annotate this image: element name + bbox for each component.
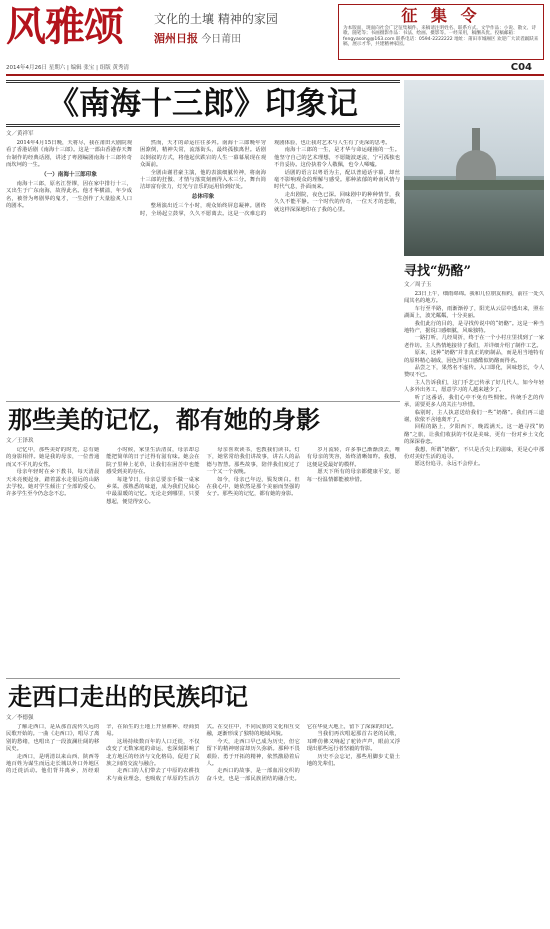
photo-water: [404, 190, 544, 256]
article-body-paragraph: 2014年4月15日晚，天将尽，我在莆田大剧院观看了香港话剧《南海十三郎》。这是一部由香港春天舞台制作的经典话剧，讲述了粤剧编剧南海十三郎传奇而坎坷的一生。: [6, 140, 132, 169]
sidebar-body-paragraph: 23日上午，细雨绵绵。我和几位朋友相约，前往一处久闻其名的地方。: [404, 291, 544, 305]
sidebar-photo: [404, 80, 544, 256]
masthead-sub-prefix: 湄州日报: [154, 32, 198, 45]
article-body-paragraph: 岁月流转，许多事已渐渐淡去，唯有母亲的笑容，始终清晰如昨。我想，这便是爱最好的模样。: [306, 447, 400, 468]
article-headline: 《南海十三郎》印象记: [48, 86, 358, 122]
article: [6, 405, 400, 673]
headline-box: [6, 80, 400, 127]
article-body-paragraph: 愿天下所有的母亲都健康平安，愿每一份温情都能被珍惜。: [306, 469, 400, 483]
article-body-paragraph: 走西口，是明清以来山西、陕西等地百姓为谋生而远走长城以外口外地区的迁徙活动。他们背井离乡，历经艰辛，在陌生的土地上开垦耕种、经商贸易。: [6, 724, 200, 775]
sidebar-body-paragraph: 原来，这种“奶酪”并非真正的奶制品，而是用当地特有的原料精心制成，因色泽与口感酷似奶酪而得名。: [404, 350, 544, 364]
article-subhead: （一）南海十三郎印象: [41, 171, 97, 178]
article-body-paragraph: 走出剧院，夜色已深。回味剧中的种种情节，我久久不能平静。一个时代的传奇，一位天才的悲歌，就这样深深地印在了我的心里。: [274, 191, 400, 213]
article: [6, 682, 400, 929]
notice-title: 征 集 令: [401, 6, 481, 25]
sidebar-headline: 寻找“奶酪”: [404, 264, 471, 279]
article-body-paragraph: 话剧的语言以粤语为主，配以普通话字幕，却丝毫不影响观众的理解与感受。那种浓郁的岭南风情与时代气息，扑面而来。: [274, 169, 400, 191]
article-body-paragraph: 整场演出近三个小时，观众始终屏息凝神。剧终时，全场起立鼓掌，久久不愿离去。这是一次难忘的观剧体验，也让我对艺术与人生有了更深的思考。: [140, 140, 391, 217]
section-divider: [6, 678, 400, 679]
article-body-paragraph: 了解走西口，是从那首流传久远的民歌开始的。一曲《走西口》，唱尽了离别的愁绪，也唱出了一段波澜壮阔的移民史。: [6, 724, 100, 753]
sidebar-body-paragraph: 听了这番话，我们心中不免有些惆怅。传统手艺的传承，需要更多人的关注与珍惜。: [404, 394, 544, 409]
sidebar-body-paragraph: 临别时，主人执意送给我们一些“奶酪”。我们再三道谢，依依不舍地离开了。: [404, 409, 544, 423]
main-column: [6, 80, 400, 925]
sidebar-column: [404, 80, 544, 925]
dateline-text: 2014年4月26日 星期六 | 编辑 张宝 | 组版 黄秀清: [6, 65, 129, 71]
photo-dome: [456, 150, 496, 184]
sidebar-body-paragraph: 品尝之下，果然名不虚传。入口即化，回味悠长，令人赞叹不已。: [404, 365, 544, 379]
page-number: C04: [510, 62, 532, 73]
sidebar-byline: 文／周子玉: [404, 282, 432, 288]
masthead-subline: [154, 30, 241, 46]
article-body: [6, 140, 400, 395]
article-body-paragraph: 小时候，家里生活清贫，母亲却总能把简单的日子过得有滋有味。她会在院子里种上花草，让我们在困苦中也能感受到美的存在。: [106, 447, 200, 476]
dateline: [6, 63, 544, 76]
section-divider: [6, 401, 400, 402]
article-headline: 走西口走出的民族印记: [8, 682, 248, 711]
notice-body: 为本版面，现面向社会广泛征集稿件。来稿请注明姓名、联系方式。文学作品：小说、散文、诗歌、随笔等；书画摄影作品：书法、绘画、摄影等。一经采用，稿酬从优。投稿邮箱：fengyasong@163.com 联系电话：0594-2222222 地址：莆田市城厢区 欢迎广大读者踊跃来稿，展示才华，共建精神家园。: [343, 26, 539, 48]
masthead-tagline: 文化的土壤 精神的家园: [154, 12, 278, 26]
article-body: [6, 447, 400, 669]
article-body-paragraph: 当我们再次唱起那首古老的民歌，耳畔仿佛又响起了驼铃声声，眼前又浮现出那些远行者坚毅的背影。: [306, 731, 400, 753]
article-body-paragraph: 南海十三郎的一生，是才华与命运碰撞的一生。他坚守自己的艺术理想，不愿随波逐流，宁可孤独也不肯妥协。这份执着令人敬佩，也令人唏嘘。: [274, 147, 400, 169]
article-byline: 文／黄祥军: [6, 131, 34, 137]
article-byline: 文／王泽玖: [6, 438, 34, 444]
article: [6, 80, 400, 396]
article-byline: 文／李德强: [6, 715, 34, 721]
sidebar-body-paragraph: 回程的路上，夕阳西下，晚霞满天。这一趟寻找“奶酪”之旅，让我们收获的不仅是美味，更有一份对乡土文化的深深眷恋。: [404, 424, 544, 446]
article-body-paragraph: 走西口的故事，是一部血泪交织的奋斗史，也是一部民族团结的融合史。它在华夏大地上，留下了深深的印记。: [206, 724, 397, 782]
article-body-paragraph: 如今，母亲已年迈，鬓发斑白。但在我心中，她依然是那个美丽而坚强的女子。那些美的记忆，都有她的身影。: [206, 476, 300, 498]
sidebar-body-paragraph: 车行至半路，雨渐渐停了，阳光从云层中透出来，照在湖面上，波光粼粼，十分美丽。: [404, 305, 544, 320]
article-body-paragraph: 母亲喜欢读书，也教我们读书。灯下，她常常给我们讲故事，讲古人的品德与智慧。那些故事，陪伴我们度过了一个又一个夜晚。: [206, 447, 300, 476]
masthead: [6, 4, 544, 60]
sidebar-body-paragraph: 我想，所谓“奶酪”，不只是舌尖上的滋味，更是心中那份对美好生活的追寻。: [404, 446, 544, 460]
article-body-paragraph: 今天，走西口早已成为历史，但它留下的精神财富却历久弥新。那种不畏艰险、勇于开拓的精神，依然激励着后人。: [206, 738, 300, 768]
article-body-paragraph: 走西口的人们带去了中原的农耕技术与商业理念，也吸收了草原的生活方式。在交往中，不同民族的文化相互交融，逐渐形成了独特的地域风貌。: [106, 724, 300, 782]
article-body: [6, 724, 400, 929]
sidebar-body: [404, 291, 544, 929]
masthead-logo: 风雅颂: [6, 3, 123, 50]
article-body-paragraph: 记忆中，那些美好的时光，总有她的身影相伴。她是我的母亲，一位普通而又不平凡的女性。: [6, 447, 100, 468]
article-body-paragraph: 全剧由谢君豪主演，他的表演细腻传神，将南海十三郎的狂傲、才情与落寞刻画得入木三分。舞台简洁却富有张力，灯光与音乐的运用恰到好处。: [140, 169, 266, 191]
article-body-paragraph: 这场持续数百年的人口迁徙，不仅改变了无数家庭的命运，也深刻影响了北方地区的经济与文化格局，促进了民族之间的交流与融合。: [106, 738, 200, 768]
sidebar-body-paragraph: 主人告诉我们，这门手艺已传承了好几代人，如今年轻人多外出务工，愿意学习的人越来越少了。: [404, 379, 544, 394]
article-headline: 那些美的记忆，都有她的身影: [8, 405, 320, 434]
article-body-paragraph: 历史不会忘记，那些用脚步丈量土地的先辈们。: [306, 753, 400, 768]
sidebar-body-paragraph: 一路打听，几经周折，终于在一个小村庄里找到了一家老作坊。主人热情地接待了我们，并详细介绍了制作工艺。: [404, 335, 544, 349]
sidebar-body-paragraph: 愿这份追寻，永远不会停止。: [414, 461, 484, 468]
article-body-paragraph: 南海十三郎，原名江誉镠，因在家中排行十三，又出生于广东南海，故得此名。他才华横溢，年少成名，被誉为粤剧界的鬼才，一生创作了大量脍炙人口的剧本。: [6, 181, 132, 210]
article-body-paragraph: 每逢节日，母亲总要亲手做一桌家乡菜。那熟悉的味道，成为我们兄妹心中最温暖的记忆。无论走到哪里，只要想起，便觉得安心。: [106, 476, 200, 505]
masthead-sub-suffix: 今日莆田: [201, 34, 242, 45]
sidebar-body-paragraph: 我们此行的目的，是寻找传说中的“奶酪”。这是一种当地特产，据说口感细腻，风味独特。: [404, 320, 544, 335]
article-subhead: 总体印象: [191, 193, 215, 200]
call-for-submissions-box: [338, 4, 544, 60]
article-body-paragraph: 母亲年轻时在乡下教书，每天清晨天未亮便起身，踏着露水走很远的山路去学校。她对学生倾注了全部的爱心，许多学生至今仍念念不忘。: [6, 469, 100, 498]
article-body-paragraph: 然而，天才的命运往往多舛。南海十三郎晚年穷困潦倒，精神失常，流落街头，最终孤独离世。话剧以倒叙的方式，将他起伏跌宕的人生一幕幕展现在观众面前。: [140, 140, 266, 169]
